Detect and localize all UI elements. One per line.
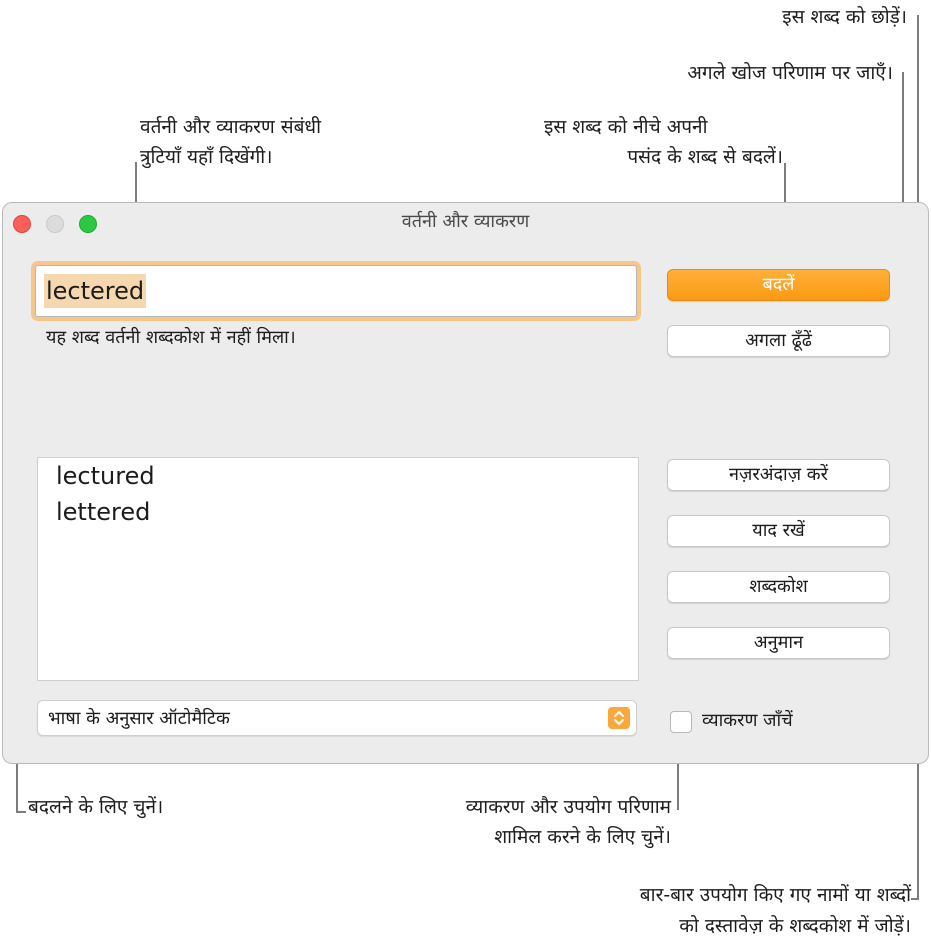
define-button[interactable]: शब्दकोश (667, 571, 890, 603)
find-next-button[interactable]: अगला ढूँढें (667, 325, 890, 357)
leader-line (911, 898, 919, 900)
suggestions-list[interactable] (37, 457, 639, 681)
callout-grammar-line2: शामिल करने के लिए चुनें। (494, 826, 671, 848)
learn-button[interactable]: याद रखें (667, 515, 890, 547)
chevron-updown-icon[interactable] (608, 707, 630, 729)
spelling-grammar-window (2, 202, 929, 764)
check-grammar-label: व्याकरण जाँचें (702, 710, 793, 731)
callout-ignore: इस शब्द को छोड़ें। (782, 6, 907, 28)
misspelled-word-field[interactable] (35, 265, 637, 317)
list-item[interactable]: lettered (56, 498, 151, 526)
callout-learn-line1: बार-बार उपयोग किए गए नामों या शब्दों (639, 884, 911, 906)
callout-change-line1: इस शब्द को नीचे अपनी (544, 116, 708, 138)
list-item[interactable]: lectured (56, 462, 155, 490)
status-message: यह शब्द वर्तनी शब्दकोश में नहीं मिला। (46, 327, 296, 348)
guess-button[interactable]: अनुमान (667, 627, 890, 659)
language-select-value: भाषा के अनुसार ऑटोमैटिक (48, 708, 230, 729)
callout-errors-line2: त्रुटियाँ यहाँ दिखेंगी। (140, 146, 273, 168)
change-button[interactable]: बदलें (667, 269, 890, 301)
misspelled-word-text: lectered (44, 274, 146, 308)
language-select[interactable] (37, 700, 637, 736)
callout-choose: बदलने के लिए चुनें। (28, 796, 164, 818)
callout-change-line2: पसंद के शब्द से बदलें। (627, 146, 783, 168)
check-grammar-checkbox[interactable] (670, 711, 692, 733)
callout-find-next: अगले खोज परिणाम पर जाएँ। (687, 62, 893, 84)
ignore-button[interactable]: नज़रअंदाज़ करें (667, 459, 890, 491)
callout-learn-line2: को दस्तावेज़ के शब्दकोश में जोड़ें। (679, 915, 911, 937)
callout-errors-line1: वर्तनी और व्याकरण संबंधी (140, 116, 322, 138)
leader-line (16, 811, 26, 813)
callout-grammar-line1: व्याकरण और उपयोग परिणाम (465, 796, 671, 818)
window-title: वर्तनी और व्याकरण (401, 211, 530, 232)
